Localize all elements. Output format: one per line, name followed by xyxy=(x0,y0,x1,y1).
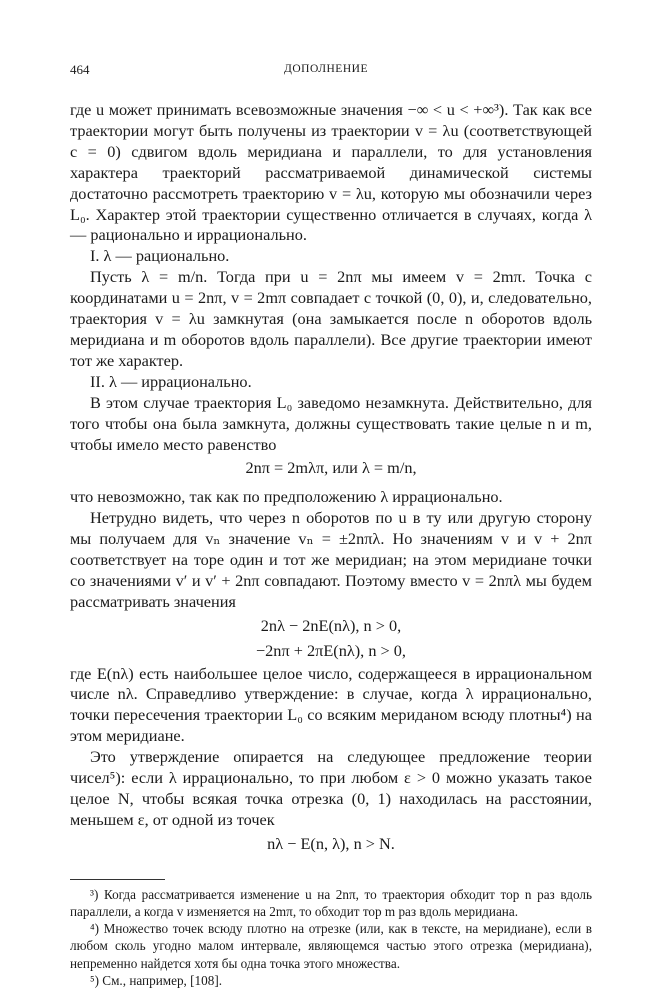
paragraph-rational: Пусть λ = m/n. Тогда при u = 2nπ мы имеем v = 2mπ. Точка с координатами u = 2nπ, v = 2mπ совпадает с точкой (0, 0), и, следовательно, траектория v = λu замкнутая (она замыкается после n оборотов вдоль меридиана и m оборотов вдоль параллели). Все другие траектории имеют тот же характер. xyxy=(70,267,592,370)
page-number: 464 xyxy=(70,62,90,77)
paragraph-revolutions: Нетрудно видеть, что через n оборотов по u в ту или другую сторону мы получаем для vₙ значение vₙ = ±2nπλ. Но значениям v и v + 2nπ соответствует на торе один и тот же меридиан; на этом меридиане точки со значениями v′ и v′ + 2nπ совпадают. Поэтому вместо v = 2nπλ мы будем рассматривать значения xyxy=(70,508,592,611)
running-title: ДОПОЛНЕНИЕ xyxy=(284,63,368,75)
main-text xyxy=(70,100,592,989)
paragraph-trajectory-intro: где u может принимать всевозможные значения −∞ < u < +∞³). Так как все траектории могут быть получены из траектории v = λu (соответствующей c = 0) сдвигом вдоль меридиана и параллели, то для установления характера траекторий рассматриваемой динамической системы достаточно рассмотреть траекторию v = λu, которую мы обозначили через L₀. Характер этой траектории существенно отличается в случаях, когда λ — рационально и иррационально. xyxy=(70,100,592,245)
equation-points: nλ − E(n, λ), n > N. xyxy=(267,833,395,853)
footnote-divider xyxy=(70,879,165,880)
equation-values-1: 2nλ − 2nE(nλ), n > 0, xyxy=(260,615,402,635)
footnote-3: ³) Когда рассматривается изменение u на 2nπ, то траектория обходит тор n раз вдоль параллели, а когда v изменяется на 2mπ, то обходит тор m раз вдоль меридиана. xyxy=(70,886,592,919)
equation-closure: 2nπ = 2mλπ, или λ = m/n, xyxy=(245,458,417,478)
case-rational-heading: I. λ — рационально. xyxy=(90,246,230,266)
footnote-5: ⁵) См., например, [108]. xyxy=(90,972,223,988)
case-irrational-heading: II. λ — иррационально. xyxy=(90,371,252,391)
paragraph-impossible: что невозможно, так как по предположению λ иррационально. xyxy=(70,487,503,507)
paragraph-irrational: В этом случае траектория L₀ заведомо незамкнута. Действительно, для того чтобы она была замкнута, должны существовать такие целые n и m, чтобы имело место равенство xyxy=(70,392,592,454)
paragraph-number-theory: Это утверждение опирается на следующее предложение теории чисел⁵): если λ иррационально, то при любом ε > 0 можно указать такое целое N, чтобы всякая точка отрезка (0, 1) находилась на расстоянии, меньшем ε, от одной из точек xyxy=(70,747,592,829)
equation-values-2: −2nπ + 2πE(nλ), n > 0, xyxy=(255,640,406,660)
paragraph-dense-statement: где E(nλ) есть наибольшее целое число, содержащееся в иррациональном числе nλ. Справедливо утверждение: в случае, когда λ иррационально, точки пересечения траектории L₀ со всяким мериданом всюду плотны⁴) на этом меридиане. xyxy=(70,663,592,746)
footnote-4: ⁴) Множество точек всюду плотно на отрезке (или, как в тексте, на меридиане), если в любом сколь угодно малом интервале, являющемся частью этого отрезка (меридиана), непременно найдется хотя бы одна точка этого множества. xyxy=(70,921,592,971)
